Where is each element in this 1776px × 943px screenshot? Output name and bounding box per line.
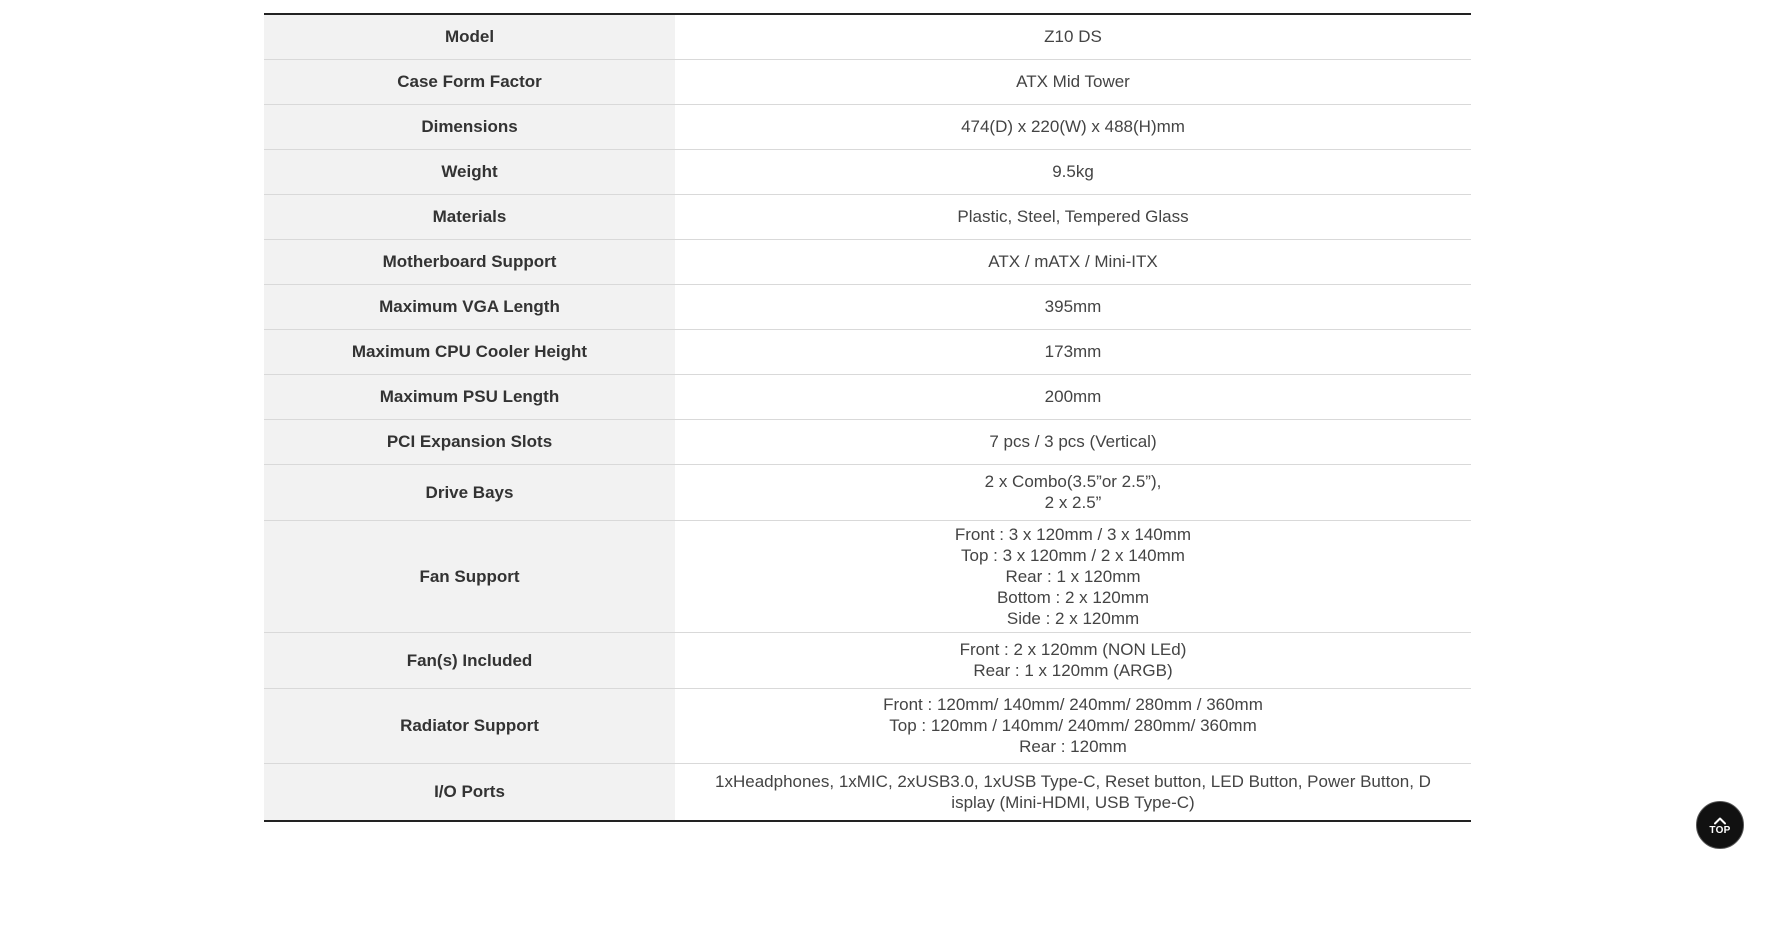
spec-value-line: 173mm	[1044, 342, 1102, 361]
spec-value	[675, 149, 1471, 194]
spec-value-line: 9.5kg	[1052, 162, 1094, 181]
spec-value	[675, 763, 1471, 821]
spec-value-line: Front : 3 x 120mm / 3 x 140mm	[954, 524, 1192, 544]
spec-label: Radiator Support	[264, 688, 675, 763]
spec-table-container	[264, 13, 1471, 822]
spec-value-line: Z10 DS	[1044, 27, 1102, 47]
spec-label: Weight	[264, 149, 675, 194]
spec-row	[264, 374, 1471, 419]
spec-row	[264, 194, 1471, 239]
spec-value	[675, 329, 1471, 374]
chevron-up-icon	[1713, 816, 1727, 825]
spec-table	[264, 13, 1471, 822]
scroll-to-top-label: TOP	[1709, 825, 1731, 836]
spec-row	[264, 464, 1471, 520]
spec-value-line: Front : 120mm/ 140mm/ 240mm/ 280mm / 360mm	[883, 695, 1263, 714]
spec-value	[675, 59, 1471, 104]
spec-row	[264, 632, 1471, 688]
spec-value-line: Rear : 120mm	[1019, 737, 1127, 756]
spec-value-line: 7 pcs / 3 pcs (Vertical)	[989, 432, 1157, 451]
spec-value-line: Side : 2 x 120mm	[1006, 608, 1140, 628]
spec-label: Dimensions	[264, 104, 675, 149]
spec-row	[264, 59, 1471, 104]
spec-row	[264, 284, 1471, 329]
spec-value	[675, 104, 1471, 149]
spec-label: PCI Expansion Slots	[264, 419, 675, 464]
spec-row	[264, 688, 1471, 763]
scroll-to-top-button[interactable]	[1696, 801, 1744, 849]
spec-row	[264, 329, 1471, 374]
spec-label: Drive Bays	[264, 464, 675, 520]
spec-row	[264, 419, 1471, 464]
spec-value-line: 2 x 2.5”	[1044, 493, 1102, 512]
spec-row	[264, 763, 1471, 821]
spec-value-line: 1xHeadphones, 1xMIC, 2xUSB3.0, 1xUSB Type-C, Reset button, LED Button, Power Button, D	[715, 771, 1431, 791]
spec-label: Fan(s) Included	[264, 632, 675, 688]
spec-label: Model	[264, 14, 675, 59]
spec-row	[264, 14, 1471, 59]
spec-label: Fan Support	[264, 520, 675, 632]
spec-label: Maximum PSU Length	[264, 374, 675, 419]
spec-value-line: ATX / mATX / Mini-ITX	[988, 252, 1158, 271]
spec-value	[675, 374, 1471, 419]
spec-row	[264, 104, 1471, 149]
spec-row	[264, 520, 1471, 632]
spec-value	[675, 419, 1471, 464]
spec-label: Case Form Factor	[264, 59, 675, 104]
spec-value-line: isplay (Mini-HDMI, USB Type-C)	[951, 792, 1195, 812]
spec-label: Maximum CPU Cooler Height	[264, 329, 675, 374]
spec-value-line: Front : 2 x 120mm (NON LEd)	[959, 640, 1187, 659]
spec-value-line: Plastic, Steel, Tempered Glass	[957, 207, 1189, 226]
spec-value	[675, 632, 1471, 688]
spec-value	[675, 520, 1471, 632]
spec-value-line: Rear : 1 x 120mm (ARGB)	[973, 661, 1173, 680]
spec-value-line: 2 x Combo(3.5”or 2.5”),	[984, 472, 1162, 491]
spec-value-line: Rear : 1 x 120mm	[1005, 566, 1141, 586]
spec-value	[675, 239, 1471, 284]
spec-value-line: ATX Mid Tower	[1016, 72, 1130, 91]
spec-value	[675, 284, 1471, 329]
spec-value-line: Bottom : 2 x 120mm	[996, 587, 1150, 607]
spec-label: Materials	[264, 194, 675, 239]
spec-value	[675, 688, 1471, 763]
spec-row	[264, 239, 1471, 284]
spec-row	[264, 149, 1471, 194]
spec-label: Maximum VGA Length	[264, 284, 675, 329]
spec-value-line: 200mm	[1044, 387, 1102, 406]
spec-value-line: 395mm	[1044, 297, 1102, 316]
spec-value-line: Top : 3 x 120mm / 2 x 140mm	[961, 545, 1185, 565]
spec-value	[675, 14, 1471, 59]
spec-table-body	[264, 14, 1471, 821]
spec-value	[675, 464, 1471, 520]
spec-value-line: 474(D) x 220(W) x 488(H)mm	[961, 117, 1185, 136]
spec-label: Motherboard Support	[264, 239, 675, 284]
spec-label: I/O Ports	[264, 763, 675, 821]
spec-value	[675, 194, 1471, 239]
spec-value-line: Top : 120mm / 140mm/ 240mm/ 280mm/ 360mm	[889, 716, 1257, 735]
